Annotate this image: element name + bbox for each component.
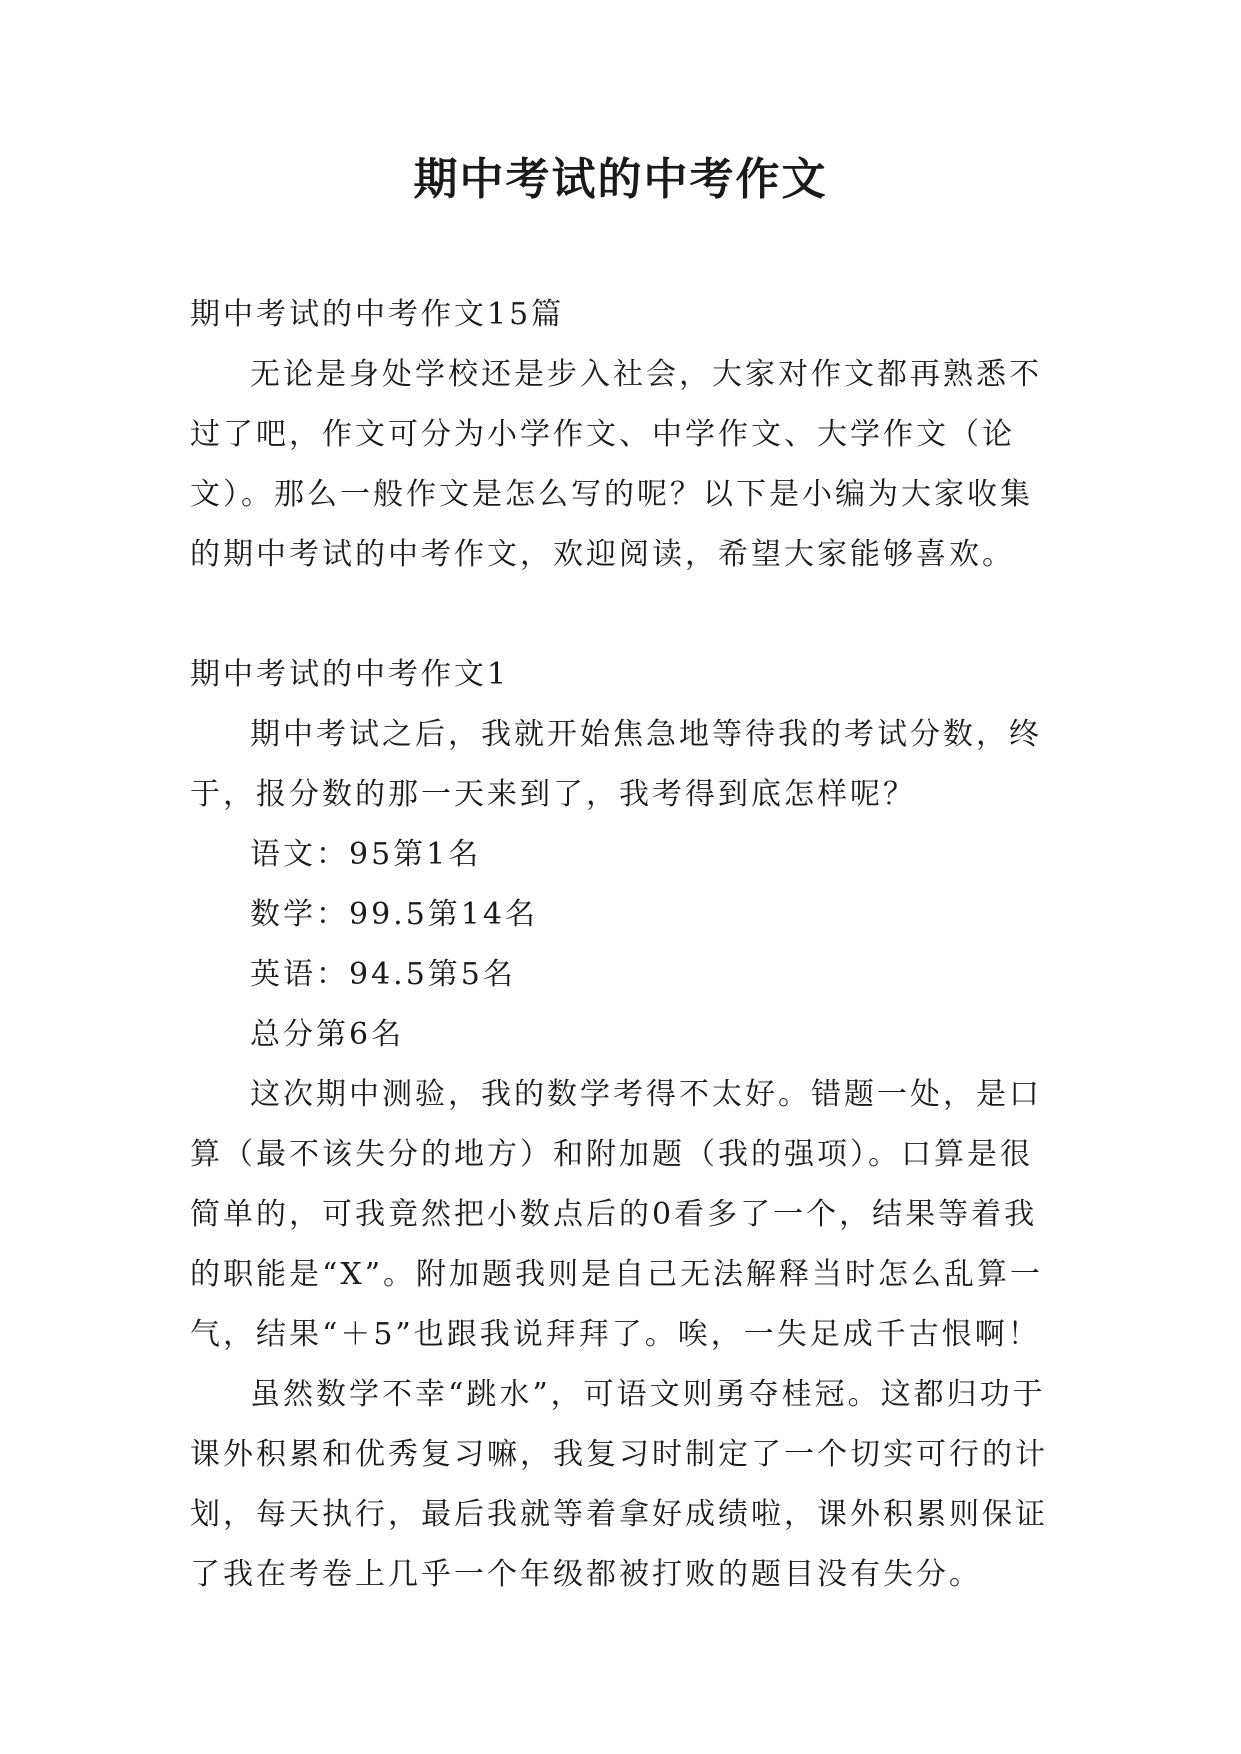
essay-paragraph-3: 虽然数学不幸“跳水”，可语文则勇夺桂冠。这都归功于课外积累和优秀复习嘛，我复习时制定了一个切实可行的计划，每天执行，最后我就等着拿好成绩啦，课外积累则保证了我在考卷上几乎一个年级都被打败的题目没有失分。 bbox=[190, 1377, 1048, 1592]
collection-heading: 期中考试的中考作文15篇 bbox=[190, 297, 565, 332]
score-english: 英语：94.5第5名 bbox=[250, 957, 516, 992]
essay-heading: 期中考试的中考作文1 bbox=[190, 657, 510, 692]
page-title: 期中考试的中考作文 bbox=[413, 154, 828, 205]
document-body bbox=[190, 285, 1050, 1605]
essay-paragraph-2: 这次期中测验，我的数学考得不太好。错题一处，是口算（最不该失分的地方）和附加题（我的强项）。口算是很简单的，可我竟然把小数点后的0看多了一个，结果等着我的职能是“X”。附加题我则是自己无法解释当时怎么乱算一气，结果“＋5”也跟我说拜拜了。唉，一失足成千古恨啊！ bbox=[190, 1077, 1044, 1352]
score-chinese: 语文：95第1名 bbox=[250, 837, 482, 872]
score-total: 总分第6名 bbox=[250, 1017, 405, 1052]
essay-paragraph-1: 期中考试之后，我就开始焦急地等待我的考试分数，终于，报分数的那一天来到了，我考得到底怎样呢？ bbox=[190, 717, 1042, 812]
intro-paragraph: 无论是身处学校还是步入社会，大家对作文都再熟悉不过了吧，作文可分为小学作文、中学作文、大学作文（论文）。那么一般作文是怎么写的呢？以下是小编为大家收集的期中考试的中考作文，欢迎阅读，希望大家能够喜欢。 bbox=[190, 357, 1042, 572]
score-math: 数学：99.5第14名 bbox=[250, 897, 538, 932]
section-spacer bbox=[190, 585, 1050, 645]
